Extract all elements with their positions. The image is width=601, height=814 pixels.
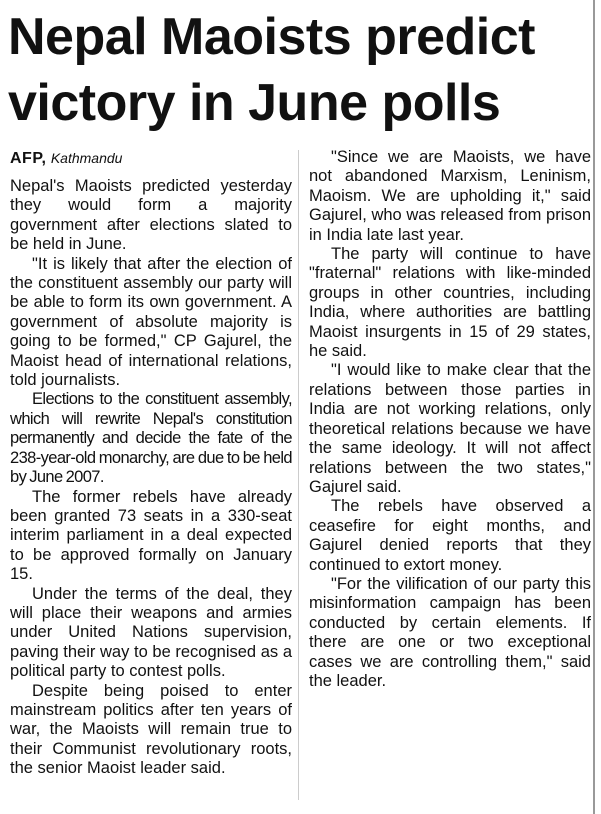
headline: Nepal Maoists predict victory in June polls xyxy=(8,8,535,132)
article-paragraph: Despite being poised to enter mainstream politics after ten years of war, the Maoists will remain true to their Communist revolutionary roots, the senior Maoist leader said. xyxy=(10,681,292,778)
article-column-left xyxy=(10,148,292,779)
article-paragraph: "It is likely that after the election of the constituent assembly our party will be able to form its own government. A government of absolute majority is going to be formed," CP Gajurel, the Maoist head of international relations, told journalists. xyxy=(10,254,292,390)
page-edge-rule xyxy=(593,0,595,814)
article-paragraph: The party will continue to have "fraternal" relations with like-minded groups in other countries, including India, where authorities are battling Maoist insurgents in 15 of 29 states, he said. xyxy=(309,245,591,361)
article-paragraph: The rebels have observed a ceasefire for eight months, and Gajurel denied reports that they continued to extort money. xyxy=(309,497,591,574)
article-column-right xyxy=(309,148,591,691)
byline-location: Kathmandu xyxy=(50,150,123,166)
column-divider xyxy=(298,150,299,800)
article-paragraph: "Since we are Maoists, we have not abandoned Marxism, Leninism, Maoism. We are upholding it," said Gajurel, who was released from prison in India late last year. xyxy=(309,148,591,244)
article-paragraph: Elections to the constituent assembly, which will rewrite Nepal's constitution permanently and decide the fate of the 238-year-old monarchy, are due to be held by June 2007. xyxy=(10,390,292,487)
byline-agency: AFP, xyxy=(10,150,47,167)
article-paragraph: Nepal's Maoists predicted yesterday they would form a majority government after elections slated to be held in June. xyxy=(10,177,292,254)
article-paragraph: "I would like to make clear that the relations between those parties in India are not working relations, only theoretical relations because we have the same ideology. It will not affect relations between the two states," Gajurel said. xyxy=(309,361,591,496)
article-paragraph: Under the terms of the deal, they will place their weapons and armies under United Nations supervision, paving their way to be recognised as a political party to contest polls. xyxy=(10,584,292,681)
article-paragraph: "For the vilification of our party this misinformation campaign has been conducted by certain elements. If there are one or two exceptional cases we are controlling them," said the leader. xyxy=(309,574,591,690)
article-paragraph: The former rebels have already been granted 73 seats in a 330-seat interim parliament in a deal expected to be approved formally on January 15. xyxy=(10,487,292,584)
byline xyxy=(10,148,292,169)
